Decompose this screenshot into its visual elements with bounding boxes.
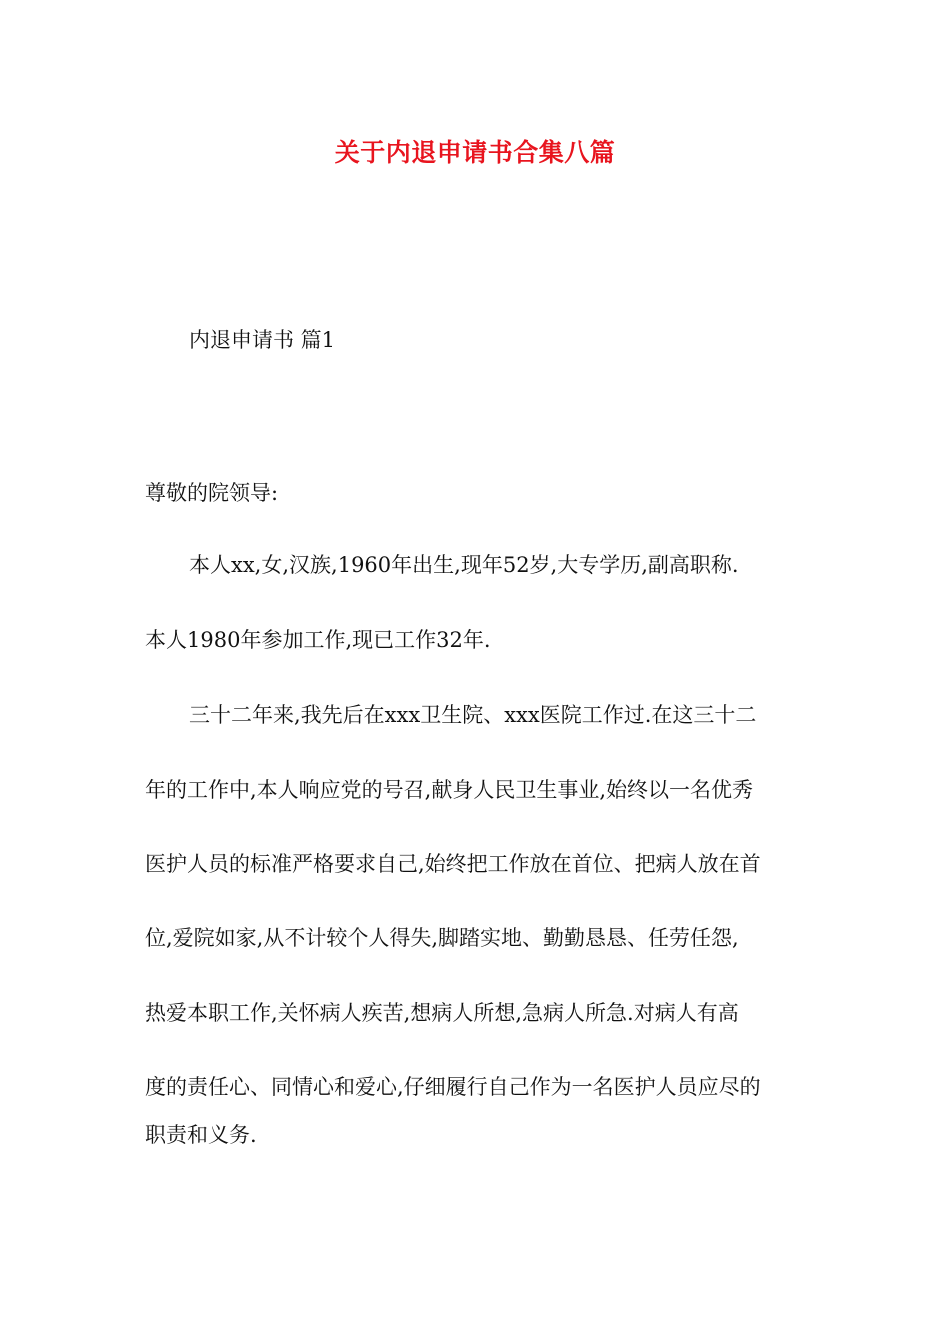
paragraph-2-line-5: 热爱本职工作,关怀病人疾苦,想病人所想,急病人所急.对病人有高	[145, 1001, 739, 1025]
paragraph-2-line-7: 职责和义务.	[145, 1123, 257, 1147]
paragraph-1-line-2: 本人1980年参加工作,现已工作32年.	[145, 628, 491, 652]
paragraph-2-line-1: 三十二年来,我先后在xxx卫生院、xxx医院工作过.在这三十二	[189, 703, 757, 727]
section-heading: 内退申请书 篇1	[189, 328, 336, 352]
paragraph-2-line-4: 位,爱院如家,从不计较个人得失,脚踏实地、勤勤恳恳、任劳任怨,	[145, 926, 739, 950]
paragraph-2-line-2: 年的工作中,本人响应党的号召,献身人民卫生事业,始终以一名优秀	[145, 778, 754, 802]
paragraph-1-line-1: 本人xx,女,汉族,1960年出生,现年52岁,大专学历,副高职称.	[189, 553, 739, 577]
salutation: 尊敬的院领导:	[145, 481, 279, 505]
paragraph-2-line-6: 度的责任心、同情心和爱心,仔细履行自己作为一名医护人员应尽的	[145, 1075, 761, 1099]
document-title: 关于内退申请书合集八篇	[334, 138, 616, 167]
paragraph-2-line-3: 医护人员的标准严格要求自己,始终把工作放在首位、把病人放在首	[145, 852, 761, 876]
